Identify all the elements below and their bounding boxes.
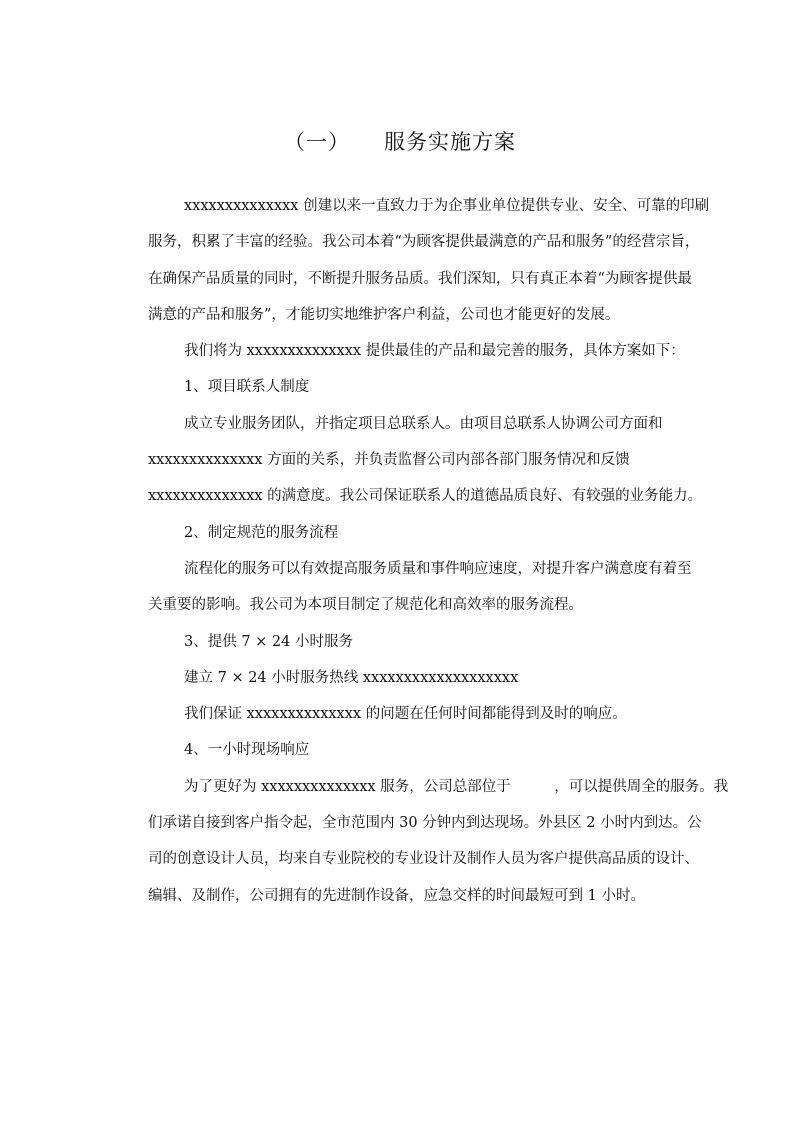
text-line: 在确保产品质量的同时，不断提升服务品质。我们深知，只有真正本着“为顾客提供最 — [148, 270, 692, 287]
text-line: xxxxxxxxxxxxxx 方面的关系，并负责监督公司内部各部门服务情况和反馈 — [148, 452, 630, 469]
section-number: （一） — [284, 130, 350, 154]
text-line: 4、一小时现场响应 — [184, 742, 310, 759]
text-line: 3、提供 7 × 24 小时服务 — [184, 633, 353, 650]
text-line: 建立 7 × 24 小时服务热线 xxxxxxxxxxxxxxxxxxx — [184, 669, 519, 686]
text-line: 们承诺自接到客户指令起，全市范围内 30 分钟内到达现场。外县区 2 小时内到达。公 — [148, 815, 702, 832]
text-line: xxxxxxxxxxxxxx 创建以来一直致力于为企事业单位提供专业、安全、可靠的印刷 — [184, 198, 710, 214]
text-line: 服务，积累了丰富的经验。我公司本着“为顾客提供最满意的产品和服务”的经营宗旨， — [148, 234, 700, 251]
section-heading: 服务实施方案 — [384, 130, 516, 154]
text-line: xxxxxxxxxxxxxx 的满意度。我公司保证联系人的道德品质良好、有较强的业务能力。 — [148, 488, 703, 505]
document-body — [148, 188, 729, 914]
text-line: 编辑、及制作，公司拥有的先进制作设备，应急交样的时间最短可到 1 小时。 — [148, 887, 645, 904]
text-line: 我们将为 xxxxxxxxxxxxxx 提供最佳的产品和最完善的服务，具体方案如下： — [184, 343, 685, 360]
text-line: 2、制定规范的服务流程 — [184, 524, 339, 541]
section-title — [0, 126, 800, 156]
text-line: 我们保证 xxxxxxxxxxxxxx 的问题在任何时间都能得到及时的响应。 — [184, 706, 627, 723]
text-line: 成立专业服务团队，并指定项目总联系人。由项目总联系人协调公司方面和 — [184, 415, 663, 432]
text-line: 流程化的服务可以有效提高服务质量和事件响应速度，对提升客户满意度有着至 — [184, 560, 692, 577]
text-line: 司的创意设计人员，均来自专业院校的专业设计及制作人员为客户提供高品质的设计、 — [148, 851, 699, 868]
text-line: 满意的产品和服务”，才能切实地维护客户利益，公司也才能更好的发展。 — [148, 306, 620, 323]
text-line: 为了更好为 xxxxxxxxxxxxxx 服务，公司总部位于 ，可以提供周全的服务。我 — [184, 778, 729, 795]
text-line: 关重要的影响。我公司为本项目制定了规范化和高效率的服务流程。 — [148, 597, 583, 614]
text-line: 1、项目联系人制度 — [184, 379, 310, 396]
